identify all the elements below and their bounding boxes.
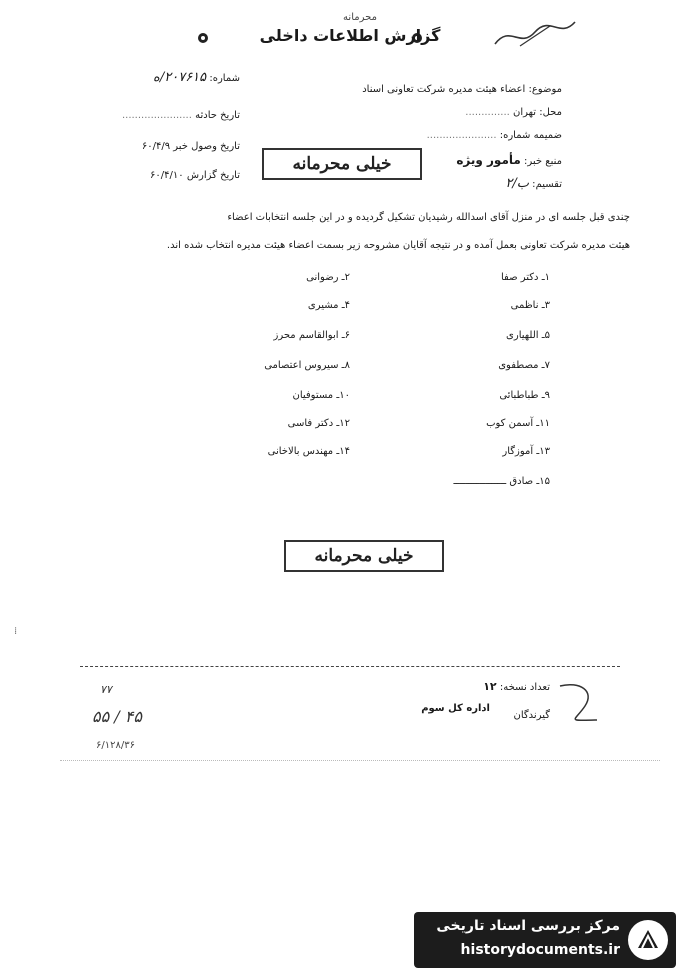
member-item: ۱۱ـ آسمن کوب — [486, 418, 550, 429]
report-number-label: شماره — [212, 73, 240, 84]
member-item: ۱۵ـ صادق ــــــــــــــــــ — [453, 476, 550, 487]
member-item: ۴ـ مشیری — [307, 300, 350, 311]
incident-date-label: تاریخ حادثه — [195, 110, 240, 121]
attachment-field: ضمیمه شماره: ...................... — [426, 130, 562, 141]
classification-stamp: خیلی محرمانه — [262, 148, 422, 180]
evaluation-field: تقسیم: ب/۲ — [505, 176, 562, 191]
member-item: ۷ـ مصطفوی — [498, 360, 550, 371]
member-item: ۱۴ـ مهندس بالاخانی — [267, 446, 350, 457]
source-value: مأمور ویژه — [456, 153, 521, 167]
received-date-label: تاریخ وصول خبر — [173, 141, 240, 152]
copies-value: ۱۲ — [483, 680, 497, 693]
received-date-field — [90, 141, 240, 152]
member-item: ۱۲ـ دکتر فاسی — [287, 418, 350, 429]
member-item: ۱۳ـ آموزگار — [502, 446, 550, 457]
handwritten-signature — [555, 676, 605, 730]
watermark-url: historydocuments.ir — [460, 942, 620, 958]
watermark-logo — [414, 912, 676, 968]
member-item: ۲ـ رضوانی — [306, 272, 350, 283]
attachment-label: ضمیمه شماره — [503, 130, 562, 141]
recipients-value: اداره کل سوم — [421, 703, 490, 714]
member-item-label: ۱۵ـ صادق — [509, 476, 550, 487]
body-line: هیئت مدیره شرکت تعاونی بعمل آمده و در نتیجه آقایان مشروحه زیر بسمت اعضاء هیئت مدیره انتخاب شده اند. — [166, 240, 630, 251]
location-value: تهران — [513, 107, 537, 118]
report-number-field: شماره: ۲۰۷۶۱۵/ه — [153, 70, 240, 85]
member-item: ۹ـ طباطبائی — [499, 390, 550, 401]
classification-stamp: خیلی محرمانه — [284, 540, 444, 572]
margin-note: ۷۷ — [100, 683, 112, 696]
watermark-title: مرکز بررسی اسناد تاریخی — [436, 918, 620, 934]
subject-field: موضوع: اعضاء هیئت مدیره شرکت تعاونی اسناد — [362, 84, 562, 95]
recipients-label: گیرندگان — [513, 710, 550, 721]
subject-value: اعضاء هیئت مدیره شرکت تعاونی اسناد — [362, 84, 526, 95]
copies-field: تعداد نسخه: ۱۲ — [483, 680, 550, 693]
location-label: محل — [542, 107, 562, 118]
margin-note: ۶/۱۲۸/۳۶ — [96, 740, 135, 751]
received-date-value: ۶۰/۴/۹ — [141, 141, 171, 152]
margin-note: ۵۵ / ۴۵ — [92, 707, 142, 726]
scan-artifact-line — [60, 760, 660, 761]
member-item: ۱ـ دکتر صفا — [500, 272, 550, 283]
member-item: ۵ـ اللهیاری — [506, 330, 550, 341]
classification-mark: محرمانه — [343, 12, 377, 23]
location-field: محل: تهران .............. — [465, 107, 562, 118]
source-label: منبع خبر — [527, 156, 562, 167]
document-book-icon — [626, 918, 670, 966]
incident-date-field: تاریخ حادثه ...................... — [121, 110, 240, 121]
body-line: چندی قبل جلسه ای در منزل آقای اسدالله رشیدیان تشکیل گردیده و در این جلسه انتخابات اعضاء — [227, 212, 630, 223]
member-item: ۳ـ ناظمی — [510, 300, 550, 311]
evaluation-label: تقسیم — [535, 179, 562, 190]
report-date-label: تاریخ گزارش — [186, 170, 240, 181]
member-item: ۸ـ سیروس اعتصامی — [264, 360, 350, 371]
subject-label: موضوع — [531, 84, 562, 95]
report-date-value: ۶۰/۴/۱۰ — [150, 170, 184, 181]
report-number-value: ۲۰۷۶۱۵/ه — [153, 70, 207, 85]
report-title: گزارش اطلاعات داخلی — [259, 26, 441, 45]
evaluation-value: ب/۲ — [505, 176, 529, 191]
report-date-field — [90, 170, 240, 181]
handwritten-signature — [490, 14, 580, 58]
footer-rule — [80, 666, 620, 667]
margin-tick: ⁞ — [14, 626, 18, 637]
member-item: ۶ـ ابوالقاسم محرز — [273, 330, 350, 341]
source-field: منبع خبر: مأمور ویژه — [456, 153, 562, 167]
member-item: ۱۰ـ مستوفیان — [292, 390, 350, 401]
copies-label: تعداد نسخه — [503, 682, 550, 693]
